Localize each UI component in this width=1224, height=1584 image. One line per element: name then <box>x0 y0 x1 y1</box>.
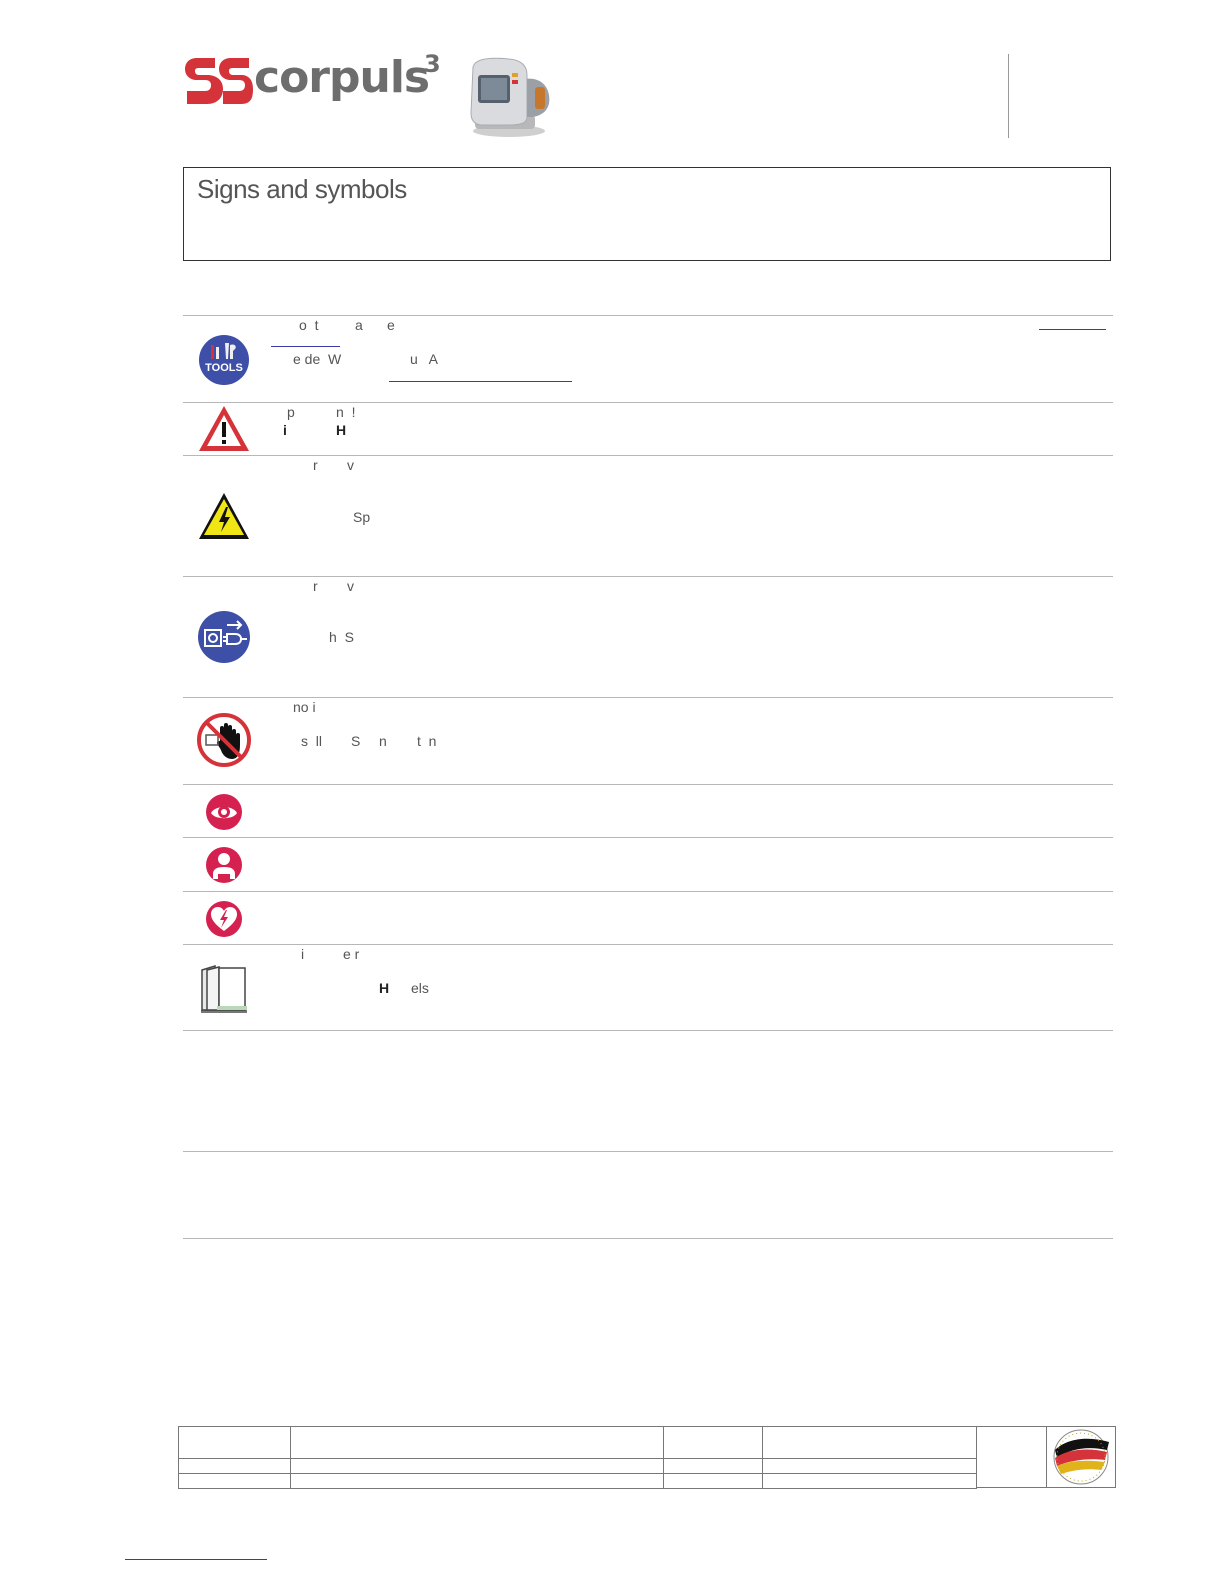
text-fragment: h S <box>329 629 354 645</box>
header-divider <box>1008 54 1009 138</box>
table-rule <box>183 315 1113 316</box>
hyperlink-underline[interactable] <box>389 381 572 382</box>
table-rule <box>183 576 1113 577</box>
footer-cell <box>976 1426 1047 1488</box>
footer-cell <box>290 1426 664 1459</box>
high-voltage-icon <box>197 490 251 544</box>
text-fragment: e r <box>343 946 360 962</box>
do-not-touch-icon <box>197 713 251 767</box>
manual-book-icon <box>197 962 251 1016</box>
text-fragment: e <box>387 317 395 333</box>
text-fragment: t n <box>417 733 437 749</box>
footer-cell <box>762 1458 977 1474</box>
text-fragment: o t <box>299 317 319 333</box>
monitor-mode-icon <box>205 793 243 831</box>
text-fragment: r <box>313 457 318 473</box>
patient-icon <box>205 846 243 884</box>
text-fragment: S <box>351 733 361 749</box>
footer-cell <box>290 1473 664 1489</box>
table-rule <box>183 1151 1113 1152</box>
text-fragment: e de W <box>293 351 342 367</box>
text-fragment: H <box>336 422 347 438</box>
footer-cell <box>663 1426 763 1459</box>
text-fragment: i <box>283 422 287 438</box>
text-fragment: n <box>379 733 387 749</box>
svg-text:TOOLS: TOOLS <box>205 362 243 374</box>
footer-cell <box>762 1426 977 1459</box>
footer-cell <box>178 1473 291 1489</box>
tools-icon <box>197 333 251 387</box>
hyperlink-underline[interactable] <box>1039 329 1106 330</box>
table-rule <box>183 697 1113 698</box>
text-fragment: els <box>411 980 429 996</box>
text-fragment: p <box>287 404 295 420</box>
logo-text: corpuls <box>254 52 430 103</box>
footer-cell <box>178 1458 291 1474</box>
section-title: Signs and symbols <box>197 174 407 204</box>
table-rule <box>183 455 1113 456</box>
made-in-germany-seal-icon <box>1049 1428 1113 1486</box>
table-rule <box>183 944 1113 945</box>
text-fragment: H <box>379 980 390 996</box>
footer-cell <box>762 1473 977 1489</box>
table-rule <box>183 837 1113 838</box>
defibrillator-heart-icon <box>205 900 243 938</box>
text-fragment: u A <box>410 351 439 367</box>
table-rule <box>183 1238 1113 1239</box>
table-rule <box>183 891 1113 892</box>
table-rule <box>183 784 1113 785</box>
text-fragment: a <box>355 317 363 333</box>
text-fragment: v <box>347 457 354 473</box>
footer-cell <box>663 1458 763 1474</box>
text-fragment: v <box>347 578 354 594</box>
footer-cell <box>663 1473 763 1489</box>
disconnect-plug-icon <box>197 610 251 664</box>
text-fragment: r <box>313 578 318 594</box>
warning-triangle-icon <box>197 402 251 456</box>
defibrillator-device-image <box>465 55 555 139</box>
text-fragment: s ll <box>301 733 322 749</box>
logo-superscript: 3 <box>424 50 441 78</box>
footer-cell <box>178 1426 291 1459</box>
text-fragment: n ! <box>336 404 356 420</box>
corpuls-logo-icon <box>183 54 253 108</box>
text-fragment: no i <box>293 699 316 715</box>
table-rule <box>183 402 1113 403</box>
text-fragment: Sp <box>353 509 371 525</box>
table-rule <box>183 1030 1113 1031</box>
hyperlink-underline[interactable] <box>125 1559 267 1560</box>
footer-cell <box>290 1458 664 1474</box>
hyperlink-underline[interactable] <box>271 346 340 347</box>
text-fragment: i <box>301 946 305 962</box>
